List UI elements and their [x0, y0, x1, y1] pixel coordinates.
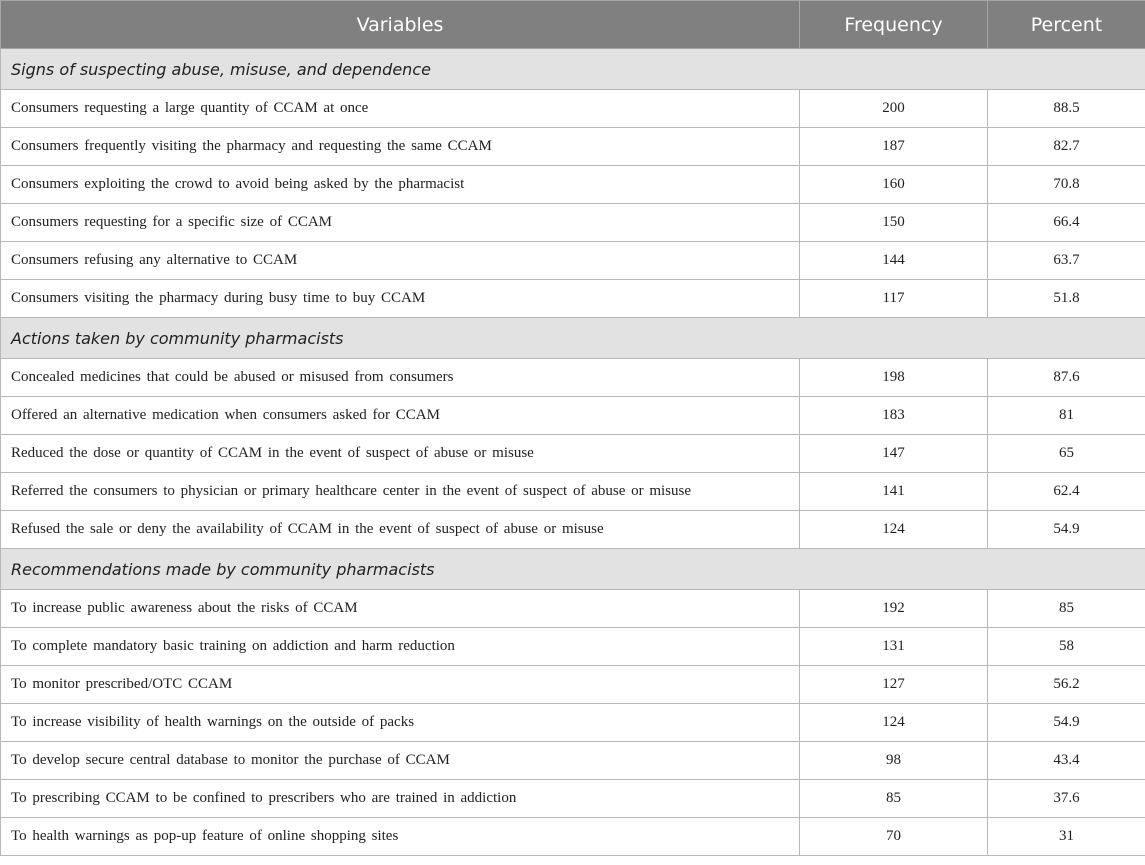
row-label: Referred the consumers to physician or primary healthcare center in the event of suspect of abuse or misuse	[1, 473, 800, 511]
row-percent: 66.4	[988, 204, 1145, 242]
section-title: Recommendations made by community pharmacists	[1, 549, 1145, 590]
table-row	[1, 397, 1145, 435]
section-row-recommendations	[1, 549, 1145, 590]
table-row	[1, 90, 1145, 128]
table-row	[1, 204, 1145, 242]
table-row	[1, 628, 1145, 666]
row-label: Reduced the dose or quantity of CCAM in the event of suspect of abuse or misuse	[1, 435, 800, 473]
row-frequency: 131	[800, 628, 988, 666]
row-frequency: 147	[800, 435, 988, 473]
row-label: Consumers frequently visiting the pharmacy and requesting the same CCAM	[1, 128, 800, 166]
table-row	[1, 511, 1145, 549]
row-frequency: 124	[800, 704, 988, 742]
header-variables: Variables	[1, 1, 800, 49]
row-label: Consumers refusing any alternative to CCAM	[1, 242, 800, 280]
row-label: To prescribing CCAM to be confined to prescribers who are trained in addiction	[1, 780, 800, 818]
row-label: Consumers exploiting the crowd to avoid being asked by the pharmacist	[1, 166, 800, 204]
row-percent: 62.4	[988, 473, 1145, 511]
row-label: Consumers visiting the pharmacy during busy time to buy CCAM	[1, 280, 800, 318]
table-row	[1, 435, 1145, 473]
row-percent: 51.8	[988, 280, 1145, 318]
row-percent: 58	[988, 628, 1145, 666]
row-label: To increase public awareness about the risks of CCAM	[1, 590, 800, 628]
row-label: Consumers requesting for a specific size of CCAM	[1, 204, 800, 242]
row-frequency: 98	[800, 742, 988, 780]
row-percent: 56.2	[988, 666, 1145, 704]
table-row	[1, 473, 1145, 511]
row-frequency: 85	[800, 780, 988, 818]
table-row	[1, 280, 1145, 318]
row-percent: 87.6	[988, 359, 1145, 397]
row-percent: 37.6	[988, 780, 1145, 818]
row-frequency: 187	[800, 128, 988, 166]
row-percent: 65	[988, 435, 1145, 473]
table-row	[1, 704, 1145, 742]
row-frequency: 141	[800, 473, 988, 511]
row-frequency: 192	[800, 590, 988, 628]
table-row	[1, 742, 1145, 780]
row-percent: 63.7	[988, 242, 1145, 280]
row-percent: 54.9	[988, 704, 1145, 742]
table-body	[1, 49, 1145, 856]
row-frequency: 117	[800, 280, 988, 318]
row-label: To monitor prescribed/OTC CCAM	[1, 666, 800, 704]
row-label: To complete mandatory basic training on addiction and harm reduction	[1, 628, 800, 666]
row-label: Concealed medicines that could be abused or misused from consumers	[1, 359, 800, 397]
section-title: Signs of suspecting abuse, misuse, and dependence	[1, 49, 1145, 90]
header-percent: Percent	[988, 1, 1145, 49]
row-label: Offered an alternative medication when consumers asked for CCAM	[1, 397, 800, 435]
row-percent: 54.9	[988, 511, 1145, 549]
row-label: To health warnings as pop-up feature of online shopping sites	[1, 818, 800, 856]
header-frequency: Frequency	[800, 1, 988, 49]
row-percent: 43.4	[988, 742, 1145, 780]
row-percent: 85	[988, 590, 1145, 628]
row-percent: 81	[988, 397, 1145, 435]
row-frequency: 127	[800, 666, 988, 704]
row-percent: 88.5	[988, 90, 1145, 128]
row-label: To increase visibility of health warnings on the outside of packs	[1, 704, 800, 742]
row-frequency: 160	[800, 166, 988, 204]
row-frequency: 200	[800, 90, 988, 128]
section-row-actions	[1, 318, 1145, 359]
row-frequency: 124	[800, 511, 988, 549]
table-row	[1, 128, 1145, 166]
table-row	[1, 359, 1145, 397]
row-frequency: 198	[800, 359, 988, 397]
table-row	[1, 166, 1145, 204]
row-label: Consumers requesting a large quantity of CCAM at once	[1, 90, 800, 128]
row-percent: 82.7	[988, 128, 1145, 166]
row-frequency: 144	[800, 242, 988, 280]
row-percent: 31	[988, 818, 1145, 856]
row-label: Refused the sale or deny the availability of CCAM in the event of suspect of abuse or misuse	[1, 511, 800, 549]
section-row-signs	[1, 49, 1145, 90]
header-row	[1, 1, 1145, 49]
row-percent: 70.8	[988, 166, 1145, 204]
row-label: To develop secure central database to monitor the purchase of CCAM	[1, 742, 800, 780]
table-row	[1, 590, 1145, 628]
table-row	[1, 780, 1145, 818]
row-frequency: 150	[800, 204, 988, 242]
table-row	[1, 666, 1145, 704]
table-row	[1, 818, 1145, 856]
table-row	[1, 242, 1145, 280]
row-frequency: 70	[800, 818, 988, 856]
section-title: Actions taken by community pharmacists	[1, 318, 1145, 359]
row-frequency: 183	[800, 397, 988, 435]
table-header	[1, 1, 1145, 49]
